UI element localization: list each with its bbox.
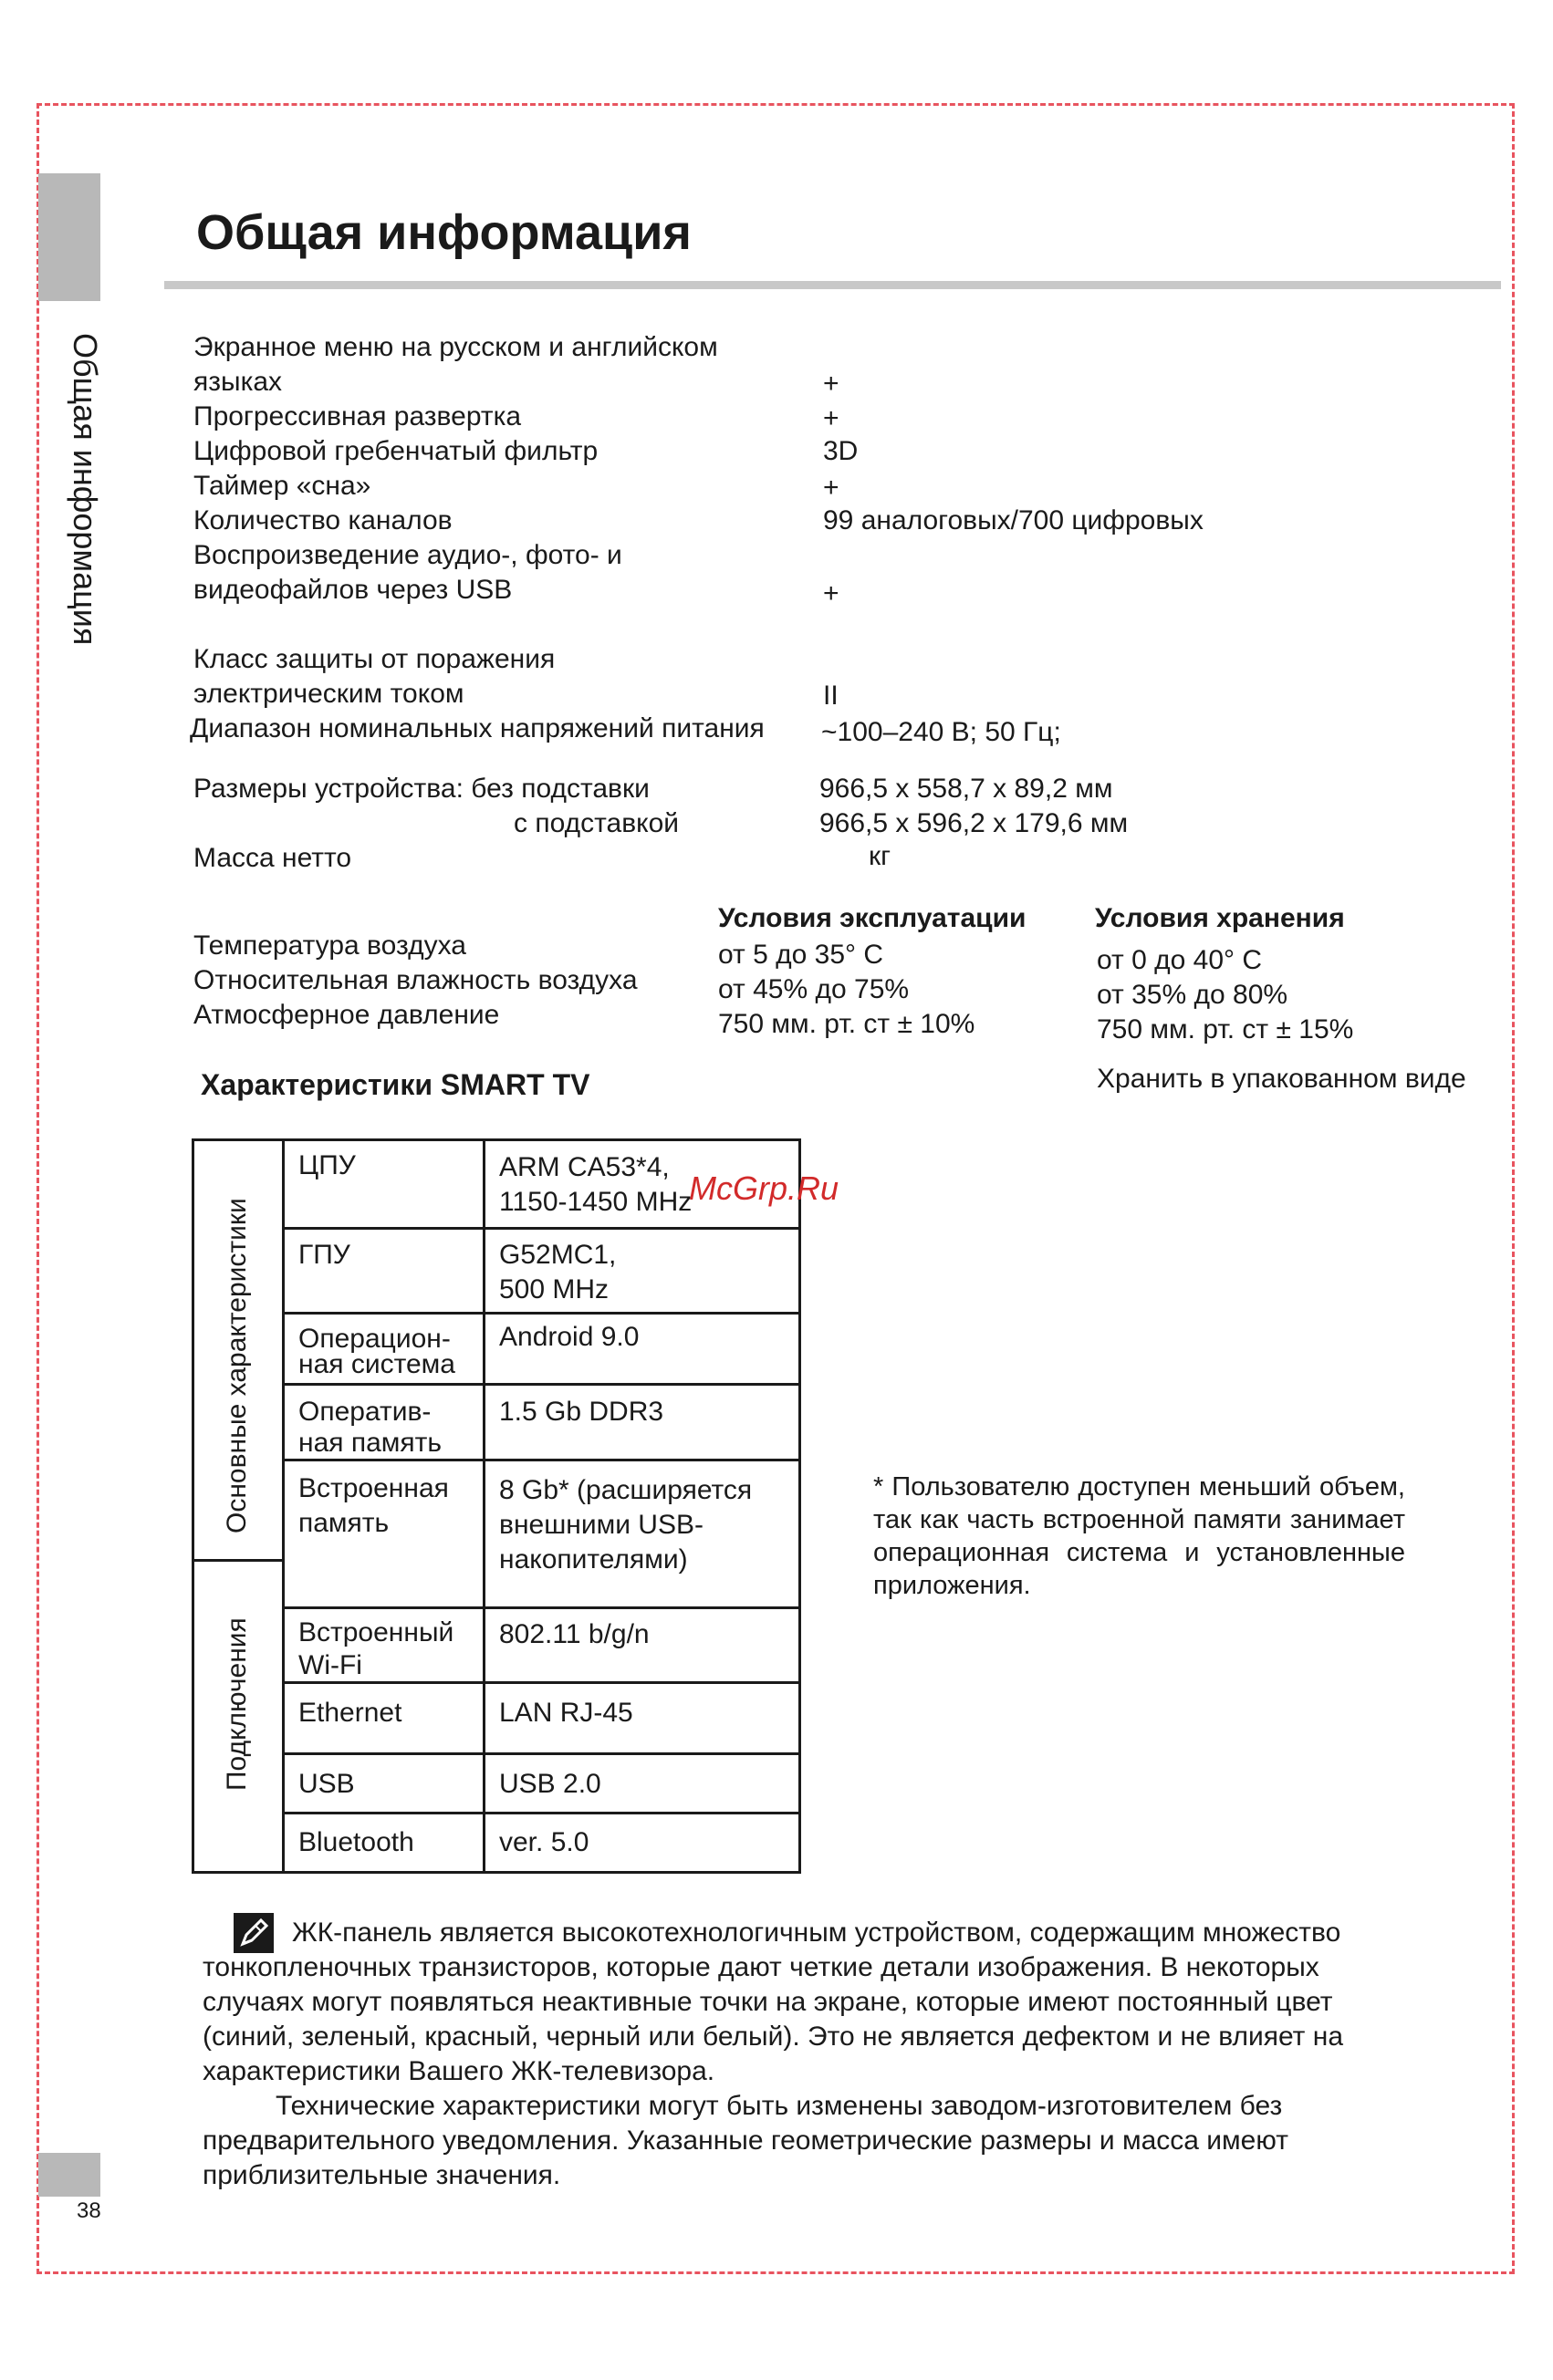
- title-rule: [164, 281, 1501, 289]
- spec-value: 966,5 x 596,2 x 179,6 мм: [819, 808, 1129, 838]
- changes-note-line: предварительного уведомления. Указанные геометрические размеры и масса имеют: [203, 2125, 1288, 2156]
- condition-storage: от 0 до 40° С: [1097, 945, 1263, 975]
- spec-value: 802.11 b/g/n: [499, 1619, 650, 1649]
- note-pencil-icon: [234, 1913, 274, 1953]
- spec-label: электрическим током: [193, 679, 464, 709]
- spec-value: внешними USB-: [499, 1510, 704, 1540]
- row-divider: [282, 1681, 798, 1684]
- row-divider: [282, 1312, 798, 1315]
- lcd-note-line: тонкопленочных транзисторов, которые дают четкие детали изображения. В некоторых: [203, 1952, 1319, 1982]
- condition-label: Относительная влажность воздуха: [193, 965, 638, 995]
- table-divider: [483, 1141, 485, 1871]
- spec-value: 1.5 Gb DDR3: [499, 1397, 664, 1427]
- changes-note-line: Технические характеристики могут быть изменены заводом-изготовителем без: [276, 2091, 1283, 2121]
- spec-label: Диапазон номинальных напряжений питания: [190, 713, 765, 743]
- side-section-title: Общая информация: [67, 333, 104, 646]
- changes-note-line: приблизительные значения.: [203, 2160, 561, 2190]
- row-divider: [282, 1459, 798, 1461]
- spec-label: Размеры устройства: без подставки: [193, 774, 650, 804]
- spec-value: накопителями): [499, 1544, 688, 1575]
- condition-label: Температура воздуха: [193, 930, 466, 961]
- watermark: McGrp.Ru: [689, 1169, 839, 1207]
- spec-value: G52MC1,: [499, 1240, 617, 1270]
- spec-value: +: [823, 369, 839, 399]
- spec-value: 8 Gb* (расширяется: [499, 1475, 753, 1505]
- spec-value: ~100–240 В; 50 Гц;: [821, 717, 1061, 747]
- smart-tv-table: [192, 1138, 801, 1874]
- row-divider: [282, 1383, 798, 1386]
- spec-value: +: [823, 578, 839, 608]
- spec-value: 1150-1450 MHz: [499, 1187, 693, 1217]
- spec-name: USB: [298, 1769, 355, 1799]
- spec-value: +: [823, 403, 839, 433]
- spec-value: LAN RJ-45: [499, 1698, 633, 1728]
- spec-value: Android 9.0: [499, 1322, 640, 1352]
- lcd-note-line: (синий, зеленый, красный, черный или белый). Это не является дефектом и не влияет на: [203, 2021, 1344, 2052]
- spec-label: Цифровой гребенчатый фильтр: [193, 436, 599, 466]
- spec-name: Встроенный: [298, 1617, 454, 1647]
- page-title: Общая информация: [196, 205, 692, 260]
- spec-name: Оператив-: [298, 1397, 432, 1427]
- spec-label: Воспроизведение аудио-, фото- и: [193, 540, 622, 570]
- spec-value: II: [823, 681, 839, 711]
- side-tab-bottom: [38, 2153, 100, 2197]
- condition-operation: 750 мм. рт. ст ± 10%: [718, 1009, 975, 1039]
- smart-tv-heading: Характеристики SMART TV: [201, 1068, 590, 1101]
- spec-label: Таймер «сна»: [193, 471, 371, 501]
- condition-storage: 750 мм. рт. ст ± 15%: [1097, 1014, 1354, 1044]
- condition-operation: от 45% до 75%: [718, 974, 910, 1004]
- spec-label: языках: [193, 367, 283, 397]
- spec-label: видеофайлов через USB: [193, 575, 513, 605]
- page-number: 38: [77, 2198, 101, 2223]
- spec-name: память: [298, 1508, 390, 1538]
- spec-value: 99 аналоговых/700 цифровых: [823, 505, 1204, 535]
- spec-name: ГПУ: [298, 1240, 350, 1270]
- spec-label: с подставкой: [514, 808, 680, 838]
- row-divider: [282, 1812, 798, 1814]
- spec-name: ная память: [298, 1428, 443, 1458]
- condition-operation: от 5 до 35° С: [718, 940, 884, 970]
- spec-value: кг: [869, 841, 891, 871]
- spec-value: 500 MHz: [499, 1274, 610, 1304]
- spec-value: 966,5 x 558,7 x 89,2 мм: [819, 774, 1113, 804]
- spec-value: USB 2.0: [499, 1769, 601, 1799]
- spec-value: +: [823, 473, 839, 503]
- condition-label: Атмосферное давление: [193, 1000, 500, 1030]
- spec-value: ver. 5.0: [499, 1827, 589, 1857]
- spec-label: Количество каналов: [193, 505, 453, 535]
- row-divider: [282, 1606, 798, 1609]
- spec-value: ARM CA53*4,: [499, 1152, 670, 1182]
- condition-storage: от 35% до 80%: [1097, 980, 1288, 1010]
- operation-header: Условия эксплуатации: [718, 903, 1027, 933]
- group-label-main: Основные характеристики: [222, 1198, 252, 1533]
- table-divider: [282, 1141, 285, 1871]
- lcd-note-line: характеристики Вашего ЖК-телевизора.: [203, 2056, 715, 2086]
- spec-name: Операцион-: [298, 1324, 451, 1354]
- storage-header: Условия хранения: [1095, 903, 1345, 933]
- row-divider: [282, 1752, 798, 1755]
- spec-name: Wi-Fi: [298, 1650, 362, 1680]
- spec-name: Ethernet: [298, 1698, 402, 1728]
- memory-footnote: * Пользователю доступен меньший объем, так как часть встроенной памяти занимает операционная система и установленные приложения.: [873, 1472, 1405, 1600]
- spec-name: Встроенная: [298, 1473, 449, 1503]
- spec-name: ЦПУ: [298, 1150, 356, 1180]
- spec-label: Экранное меню на русском и английском: [193, 332, 718, 362]
- storage-note: Хранить в упакованном виде: [1097, 1064, 1466, 1094]
- spec-value: 3D: [823, 436, 859, 466]
- spec-name: Bluetooth: [298, 1827, 414, 1857]
- spec-label: Класс защиты от поражения: [193, 644, 556, 674]
- lcd-note-line: ЖК-панель является высокотехнологичным устройством, содержащим множество: [292, 1918, 1341, 1948]
- side-tab-top: [38, 173, 100, 301]
- spec-label: Прогрессивная развертка: [193, 401, 522, 431]
- row-divider: [282, 1227, 798, 1230]
- group-divider: [194, 1559, 282, 1562]
- group-label-connect: Подключения: [222, 1617, 252, 1791]
- lcd-note-line: случаях могут появляться неактивные точки на экране, которые имеют постоянный цвет: [203, 1987, 1333, 2017]
- spec-label: Масса нетто: [193, 843, 352, 873]
- spec-name: ная система: [298, 1349, 455, 1379]
